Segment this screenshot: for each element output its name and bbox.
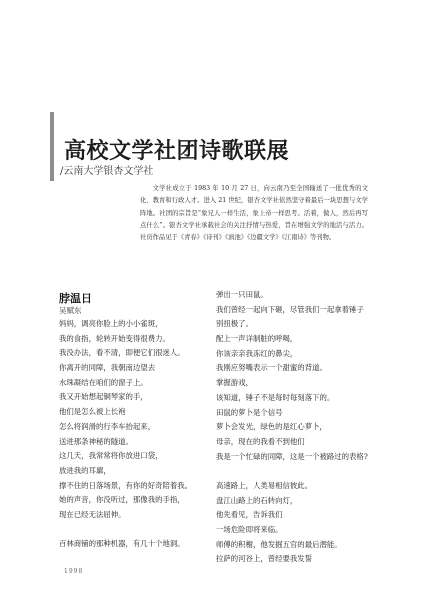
poem-line: 送进那条神秘的隧道。 [59, 436, 133, 446]
poem-line: 撑不住的日落场景，有你的好奇陪着我。 [59, 480, 193, 490]
poem-line: 弹出一只田鼠。 [216, 290, 268, 299]
poem-line: 我的食指，轮转开始变得很费力。 [59, 333, 170, 343]
poem-line: 你离开的同障，我朝南边望去 [59, 363, 156, 373]
poem-line: 他先看见，告诉我们 [216, 510, 283, 520]
poem-line: 该知道，锤子不是每时每刻落下的。 [216, 392, 335, 402]
poem-line: 妈妈，调亮你脸上的小小雀斑， [59, 319, 163, 328]
poem-column-right [216, 288, 376, 567]
intro-block [140, 183, 368, 244]
poem-line: 我没办法，看不清，即便它们很迷人。 [59, 348, 185, 358]
page-subtitle: /云南大学银杏文学社 [60, 166, 154, 177]
intro-paragraph: 文学社成立于 1983 年 10 月 27 日，向云南乃至全国输送了一批优秀的文化、教育和行政人才。进入 21 世纪，银杏文学社依然坚守着最后一块思想与文学阵地。社团的宗旨是“象兄人一样生活，象上帝一样思考。活着，做人，然后再写点什么”。银杏文学社承载社会的关注抒情与热爱，旨在增强文学的地活与活力。社员作品见于《青春》《诗刊》《滇池》《边疆文学》《江南诗》等刊物。 [140, 185, 368, 242]
poem-line: 师傅的积榭，他发掘五官的最后潜能。 [216, 539, 342, 549]
poem-line: 母亲，现在的我看不到他们 [216, 436, 305, 446]
stanza-break [59, 523, 219, 538]
poem-line: 我们曾经一起向下砸，尽管我们一起拿着锤子 [216, 304, 364, 314]
poem-author: 吴赋东 [59, 306, 82, 315]
poem-line: 拉萨的河谷上，曾经要我发誓 [216, 554, 313, 564]
poem-line: 百林商铺的那种机器，有几十个地洞。 [59, 539, 185, 549]
poem-line: 别扭极了。 [216, 319, 253, 329]
poem-line: 盘江山路上的石转向灯， [216, 495, 298, 505]
poem-line: 掌握游戏， [216, 378, 253, 388]
poem-line: 这几天，我常常将你放进口袋， [59, 451, 163, 461]
poem-line: 怎么将润滑的行李车抬起来， [59, 421, 156, 431]
poem-line: 萝卜会发光，绿色的是红心萝卜， [216, 422, 327, 432]
poem-line: 高速路上，人类易相信彼此。 [216, 480, 313, 490]
page-number: 1998 [64, 568, 84, 575]
poem-line: 田鼠的萝卜是个信号 [216, 407, 283, 417]
poem-line: 放进我的耳廓， [59, 465, 111, 475]
page-title: 高校文学社团诗歌联展 [64, 138, 290, 164]
poem-line: 我又开始想起铜琴家的手， [59, 392, 148, 402]
poem-line: 她的声音，你没听过，那像我的手指， [59, 495, 185, 505]
stanza-break [216, 464, 376, 479]
title-accent-bar [50, 112, 54, 181]
poem-line: 我刚应努嘴表示一个甜蜜的背道。 [216, 363, 327, 373]
poem-line: 水珠凝结在咱们的窗子上。 [59, 377, 148, 387]
poem-line: 我是一个忙碌的同障，这是一个被路过的表格? [216, 451, 368, 461]
poem-title: 脖温日 [59, 292, 92, 305]
poem-line: 现在已经无法屈伸。 [59, 509, 126, 519]
poem-line: 你该亲亲我冻红的鼻尖， [216, 348, 298, 358]
poem-column-left [59, 317, 219, 552]
poem-line: 一场危险即将来临。 [216, 525, 283, 534]
poem-line: 他们是怎么被上长袍 [59, 407, 126, 417]
poem-line: 配上一声详制脏的呼喝， [216, 334, 298, 344]
